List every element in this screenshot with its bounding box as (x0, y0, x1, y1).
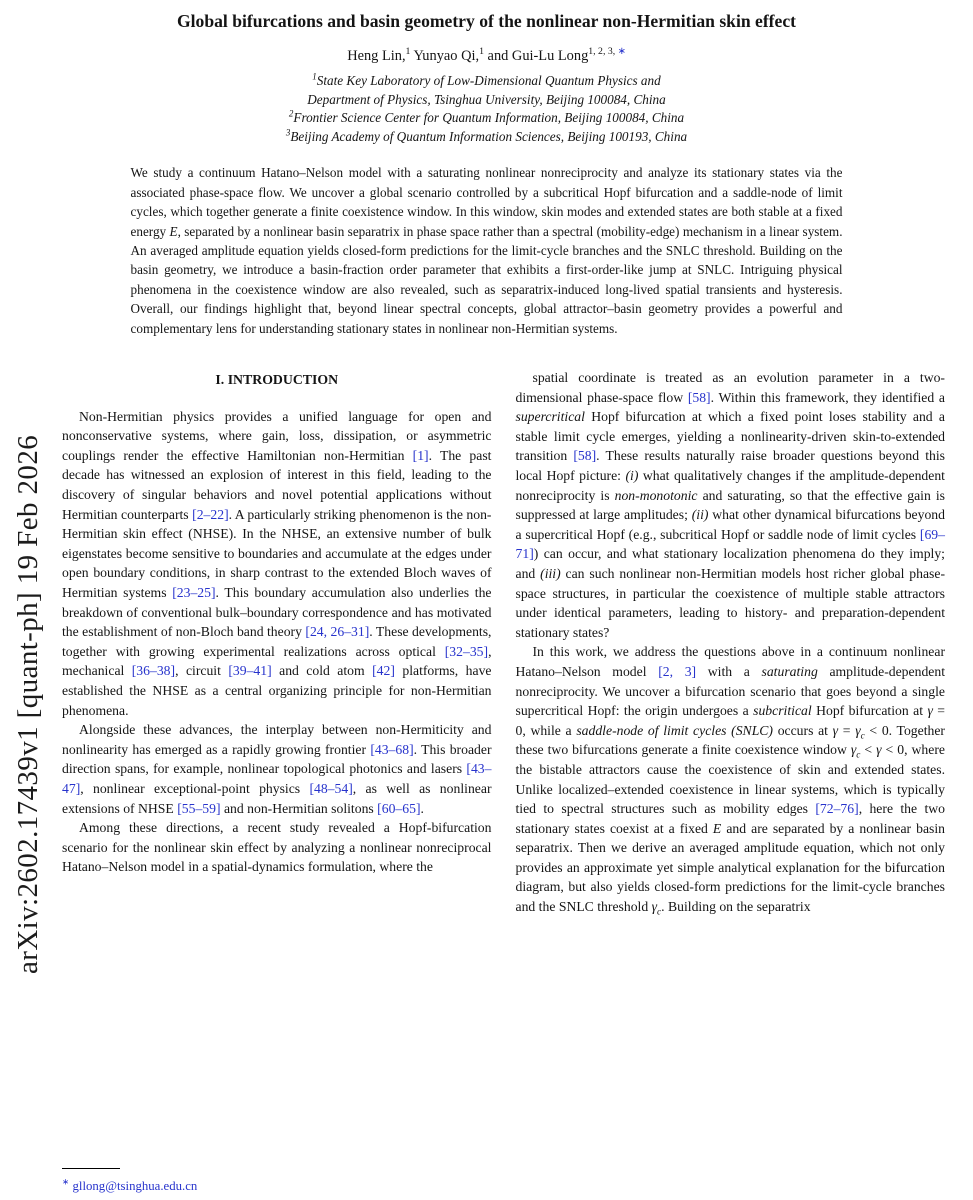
text-segment: Hopf bifurcation at which a fixed point loses stability and a stable limit cycle emerges, yielding a nonlinearity-driven skin-to-extended transition (515, 409, 945, 464)
paragraph (62, 818, 492, 877)
citation-link[interactable]: [42] (372, 663, 395, 679)
text-segment: γ (850, 742, 857, 758)
text-segment: = 0, while a (515, 703, 945, 738)
email-link[interactable]: gllong@tsinghua.edu.cn (72, 1179, 198, 1193)
text-segment: Department of Physics, Tsinghua University, Beijing 100084, China (307, 91, 666, 107)
text-segment: Heng Lin, (347, 48, 406, 64)
text-segment: and Gui-Lu Long (483, 48, 589, 64)
text-segment: = (838, 722, 856, 738)
text-segment: c (860, 731, 865, 742)
text-segment: occurs at (773, 722, 833, 738)
text-segment: (i) (625, 468, 639, 483)
text-segment: < (860, 742, 877, 758)
text-segment: Among these directions, a recent study revealed a Hopf-bifurcation scenario for the nonlinear skin effect by analyzing a nonlinear nonreciprocal Hatano–Nelson model in a spatial-dynamics formulation, where the (62, 820, 492, 875)
citation-link[interactable]: [48–54] (309, 780, 353, 796)
text-segment: State Key Laboratory of Low-Dimensional Quantum Physics and (316, 73, 661, 88)
paper-header (0, 0, 973, 146)
text-segment: , here the two stationary states coexist at a fixed (515, 801, 945, 836)
text-segment: Alongside these advances, the interplay between non-Hermiticity and nonlinearity has emerged as a rapidly growing frontier (62, 722, 492, 757)
citation-link[interactable]: [60–65] (377, 800, 421, 816)
text-segment: γ (876, 742, 882, 758)
paragraph (62, 407, 492, 721)
authors-line (0, 48, 973, 65)
text-segment: Non-Hermitian physics provides a unified language for open and nonconservative systems, where gain, loss, dissipation, or asymmetric couplings render the effective Hamiltonian non-Hermitian (62, 408, 492, 463)
citation-link[interactable]: [32–35] (444, 643, 489, 659)
text-segment: c (856, 751, 861, 762)
text-segment: , separated by a nonlinear basin separatrix in phase space rather than a spectral (mobility-edge) mechanism in a linear system. An averaged amplitude equation yields closed-form predictions for the limit-cycle branches and the SNLC threshold. Building on the basin geometry, we introduce a basin-fraction order parameter that exhibits a first-order-like jump at SNLC. Intriguing physical phenomena in the coexistence window are also revealed, such as separatrix-induced long-lived spatial transients and hysteresis. Overall, our findings highlight that, beyond linear spectral concepts, global attractor–basin geometry provides a powerful and complementary lens for understanding stationary states in nonlinear non-Hermitian systems. (130, 223, 843, 336)
text-segment: . These developments, together with growing experimental realizations across optical (62, 624, 492, 659)
text-segment: and non-Hermitian solitons (220, 800, 378, 816)
text-segment: , nonlinear exceptional-point physics (80, 780, 310, 796)
text-segment: E (169, 223, 178, 239)
arxiv-watermark: arXiv:2602.17439v1 [quant-ph] 19 Feb 2026 (12, 434, 44, 974)
affiliation-line (0, 91, 973, 110)
text-segment: (iii) (540, 565, 561, 581)
paper-title: Global bifurcations and basin geometry of the nonlinear non-Hermitian skin effect (176, 11, 797, 31)
citation-link[interactable]: [43–47] (62, 761, 492, 796)
citation-link[interactable]: [1] (412, 447, 429, 463)
text-segment: amplitude-dependent nonreciprocity. We uncover a bifurcation scenario that goes beyond a single supercritical Hopf: the origin undergoes a (515, 663, 946, 719)
text-segment: platforms, have established the NHSE as a central organizing principle for non-Hermitian phenomena. (62, 663, 492, 718)
abstract (131, 163, 843, 338)
citation-link[interactable]: [2–22] (192, 506, 229, 522)
text-segment: spatial coordinate is treated as an evolution parameter in a two-dimensional phase-space flow (515, 370, 945, 405)
footnote-area (62, 1168, 492, 1194)
text-segment: , mechanical (62, 643, 492, 679)
text-segment: 2 (288, 108, 294, 119)
section-heading-introduction: I. INTRODUCTION (215, 372, 339, 388)
citation-link[interactable]: [39–41] (228, 663, 272, 679)
citation-link[interactable]: [69–71] (515, 526, 945, 562)
text-segment: . Within this framework, they identified a (710, 389, 945, 405)
text-segment: what other dynamical bifurcations beyond a supercritical Hopf (e.g., subcritical Hopf or saddle node of limit cycles (515, 507, 945, 542)
text-segment: (ii) (691, 507, 709, 523)
text-segment: what qualitatively changes if the amplitude-dependent nonreciprocity is (515, 468, 945, 503)
text-segment: In this work, we address the questions above in a continuum nonlinear Hatano–Nelson model (515, 644, 945, 679)
text-segment: non-monotonic (614, 487, 698, 503)
footnote-marker-link[interactable]: ∗ (617, 46, 626, 58)
text-segment: c (657, 907, 662, 918)
affiliation-line (0, 72, 973, 91)
text-segment: < 0, where the bistable attractors cause the coexistence of skin and extended states. Unlike localized–extended coexistence in linear systems, which is typically tied to spectral structures such as mobility edges (515, 742, 945, 817)
citation-link[interactable]: [23–25] (172, 584, 216, 600)
text-segment: saturating (761, 663, 818, 679)
text-segment: saddle-node of limit cycles (SNLC) (576, 722, 773, 738)
two-column-body (0, 368, 973, 917)
affiliation-line (0, 128, 973, 147)
text-segment: Frontier Science Center for Quantum Information, Beijing 100084, China (293, 110, 685, 126)
text-segment: 1 (479, 46, 484, 58)
footnote-email (62, 1176, 492, 1194)
text-segment: Hopf bifurcation at (811, 703, 928, 719)
affiliation-line (0, 109, 973, 128)
text-segment: . This broader direction spans, for example, nonlinear topological photonics and lasers (62, 741, 492, 777)
text-segment: . This boundary accumulation also underlies the breakdown of conventional bulk–boundary correspondence and has motivated the establishment of non-Bloch band theory (62, 584, 492, 640)
citation-link[interactable]: [24, 26–31] (305, 624, 370, 640)
text-segment: γ (832, 722, 839, 738)
text-segment: ) can occur, and what stationary localization phenomena do they imply; and (515, 546, 945, 581)
text-segment: E (712, 820, 722, 836)
text-segment: and cold atom (271, 663, 373, 679)
text-segment: 1 (312, 71, 317, 82)
citation-link[interactable]: [43–68] (370, 741, 414, 757)
text-segment: . Building on the separatrix (661, 899, 811, 915)
affiliations (0, 72, 973, 146)
paragraph (62, 720, 492, 818)
text-segment: , circuit (175, 663, 229, 679)
right-column (516, 368, 946, 917)
text-segment: supercritical (515, 409, 585, 425)
citation-link[interactable]: [58] (573, 448, 597, 464)
text-segment: can such nonlinear non-Hermitian models host richer global phase-space structures, in particular the coexistence of multiple stable attractors under identical parameters, leading to history- and preparation-dependent stationary states? (515, 565, 946, 640)
left-column (62, 368, 492, 917)
text-segment: . The past decade has witnessed an explosion of interest in this field, leading to the discovery of singular behaviors and novel potential applications without Hermitian counterparts (62, 447, 492, 522)
text-segment: subcritical (753, 703, 812, 719)
text-segment: γ (855, 722, 861, 738)
text-segment: Yunyao Qi, (410, 48, 480, 64)
citation-link[interactable]: [55–59] (177, 800, 221, 816)
text-segment: 1, 2, 3, (588, 46, 618, 58)
footnote-marker-link[interactable]: ∗ (62, 1176, 70, 1187)
text-segment: < 0. Together these two bifurcations generate a finite coexistence window (515, 722, 945, 758)
text-segment: γ (927, 703, 933, 719)
text-segment: and saturating, so that the effective gain is suppressed at large amplitudes; (515, 487, 945, 523)
text-segment: with a (696, 663, 762, 679)
text-segment: 3 (285, 127, 291, 138)
citation-link[interactable]: [36–38] (131, 663, 176, 679)
text-segment: . These results naturally raise broader questions beyond this local Hopf picture: (515, 448, 946, 483)
text-segment: γ (651, 899, 658, 915)
text-segment: , as well as nonlinear extensions of NHSE (62, 780, 492, 816)
citation-link[interactable]: [72–76] (815, 801, 859, 817)
text-segment: and are separated by a nonlinear basin separatrix. Then we derive an averaged amplitude equation, which not only provides an approximate yet simple analytical explanation for the bifurcation diagram, but also yields closed-form predictions for the limit-cycle branches and the SNLC threshold (515, 820, 945, 915)
text-segment: . A particularly striking phenomenon is the non-Hermitian skin effect (NHSE). In the NHSE, an extensive number of bulk eigenstates become sensitive to boundaries and accumulate at the edges under open boundary conditions, in sharp contrast to the extended Bloch waves of Hermitian systems (62, 506, 492, 600)
text-segment: 1 (405, 46, 411, 58)
text-segment: Beijing Academy of Quantum Information Sciences, Beijing 100193, China (290, 128, 688, 144)
text-segment: . (420, 800, 424, 816)
citation-link[interactable]: [58] (687, 389, 711, 405)
paragraph (516, 642, 946, 916)
paragraph (516, 368, 946, 642)
text-segment: We study a continuum Hatano–Nelson model with a saturating nonlinear nonreciprocity and analyze its stationary states via the associated phase-space flow. We uncover a global scenario controlled by a subcritical Hopf bifurcation and a saddle-node of limit cycles, which together generate a finite coexistence window. In this window, skin modes and extended states are both stable at a fixed energy (130, 165, 843, 239)
footnote-rule (62, 1168, 120, 1169)
citation-link[interactable]: [2, 3] (658, 663, 697, 679)
